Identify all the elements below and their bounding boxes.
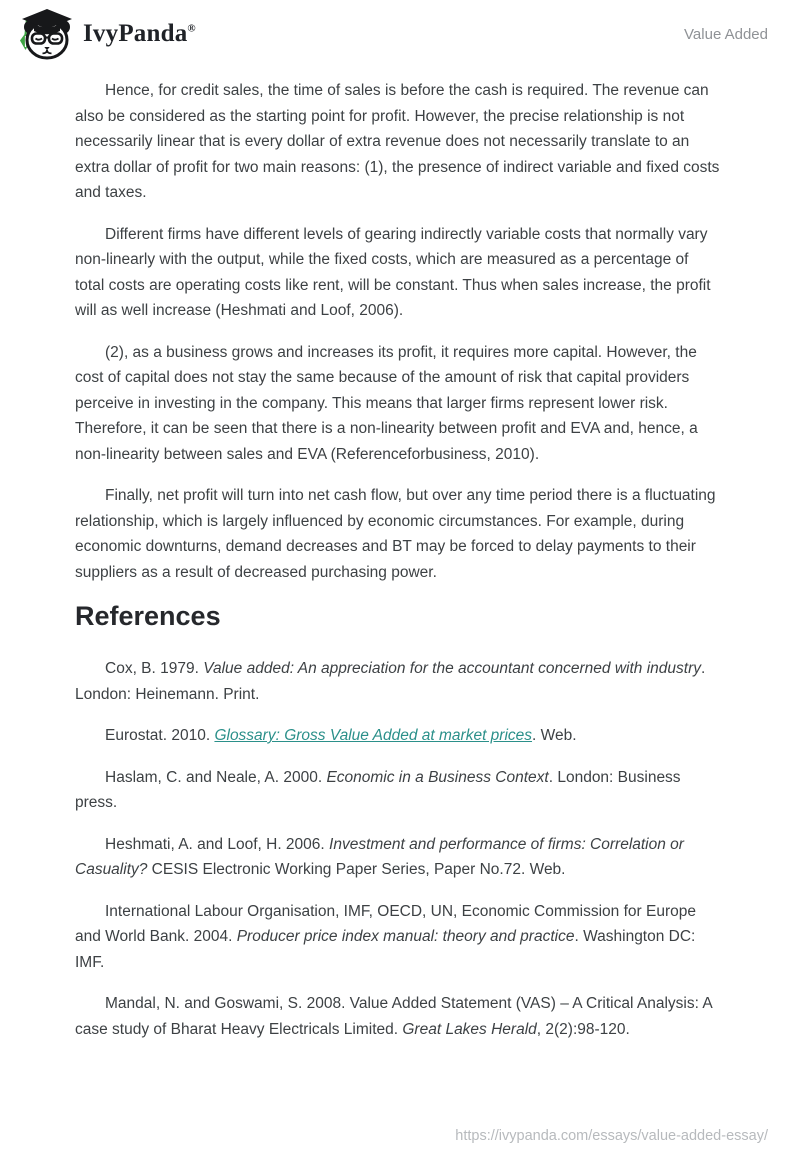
document-title: Value Added: [684, 25, 768, 43]
brand-name: [83, 20, 196, 48]
reference-item: [75, 991, 722, 1042]
reference-text: Economic in a Business Context: [326, 768, 549, 786]
reference-text: . Washington DC: IMF.: [75, 928, 696, 971]
source-url: https://ivypanda.com/essays/value-added-essay/: [455, 1128, 768, 1144]
reference-text: Investment and performance of firms: Correlation or Casuality?: [75, 835, 684, 878]
reference-text: , 2(2):98-120.: [536, 1020, 630, 1038]
essay-paragraph: Different firms have different levels of gearing indirectly variable costs that normally vary non-linearly with the output, while the fixed costs, which are measured as a percentage of total costs are operating costs like rent, will be constant. Thus when sales increase, the profit will as well increase (Heshmati and Loof, 2006).: [75, 225, 711, 319]
reference-item: [75, 656, 722, 707]
reference-text: Haslam, C. and Neale, A. 2000.: [105, 768, 327, 786]
essay-content: [0, 60, 800, 1042]
reference-item: [75, 765, 722, 816]
references-list: [75, 656, 722, 1042]
reference-item: [75, 899, 722, 976]
essay-paragraphs: [75, 78, 722, 585]
reference-text: Producer price index manual: theory and practice: [236, 928, 575, 945]
registered-mark: ®: [187, 22, 196, 35]
reference-text: . London: Heinemann. Print.: [75, 660, 706, 703]
reference-text: Mandal, N. and Goswami, S. 2008. Value Added Statement (VAS) – A Critical Analysis: A case study of Bharat Heavy Electricals Limited.: [75, 995, 712, 1038]
reference-text: CESIS Electronic Working Paper Series, Paper No.72. Web.: [147, 861, 566, 878]
essay-paragraph: (2), as a business grows and increases its profit, it requires more capital. However, the cost of capital does not stay the same because of the amount of risk that capital providers perceive in investing in the company. This means that larger firms represent lower risk. Therefore, it can be seen that there is a non-linearity between profit and EVA and, hence, a non-linearity between sales and EVA (Referenceforbusiness, 2010).: [75, 343, 698, 463]
reference-text: . London: Business press.: [75, 768, 681, 811]
reference-text: Great Lakes Herald: [402, 1020, 537, 1038]
reference-text: Cox, B. 1979.: [105, 660, 204, 677]
essay-paragraph: Hence, for credit sales, the time of sales is before the cash is required. The revenue can also be considered as the starting point for profit. However, the precise relationship is not necessarily linear that is every dollar of extra revenue does not necessarily translate to an extra dollar of profit for two main reasons: (1), the presence of indirect variable and fixed costs and taxes.: [75, 82, 720, 201]
reference-text: Eurostat. 2010.: [105, 727, 215, 744]
reference-text: Value added: An appreciation for the accountant concerned with industry: [203, 660, 701, 677]
brand-text: IvyPanda: [83, 20, 188, 47]
reference-item: [75, 832, 722, 883]
reference-link[interactable]: Glossary: Gross Value Added at market prices: [214, 727, 533, 744]
page-header: [0, 0, 800, 60]
essay-paragraph: Finally, net profit will turn into net cash flow, but over any time period there is a fluctuating relationship, which is largely influenced by economic circumstances. For example, during economic downturns, demand decreases and BT may be forced to delay payments to their suppliers as a result of decreased purchasing power.: [75, 487, 716, 581]
reference-text: Heshmati, A. and Loof, H. 2006.: [105, 835, 330, 853]
ivypanda-logo[interactable]: [18, 7, 196, 61]
reference-item: [75, 723, 722, 749]
reference-text: International Labour Organisation, IMF, OECD, UN, Economic Commission for Europe and World Bank. 2004.: [75, 902, 696, 945]
ivypanda-panda-icon: [18, 7, 74, 61]
references-heading: References: [75, 601, 221, 631]
reference-text: . Web.: [532, 727, 577, 744]
page-footer: [455, 1128, 768, 1144]
